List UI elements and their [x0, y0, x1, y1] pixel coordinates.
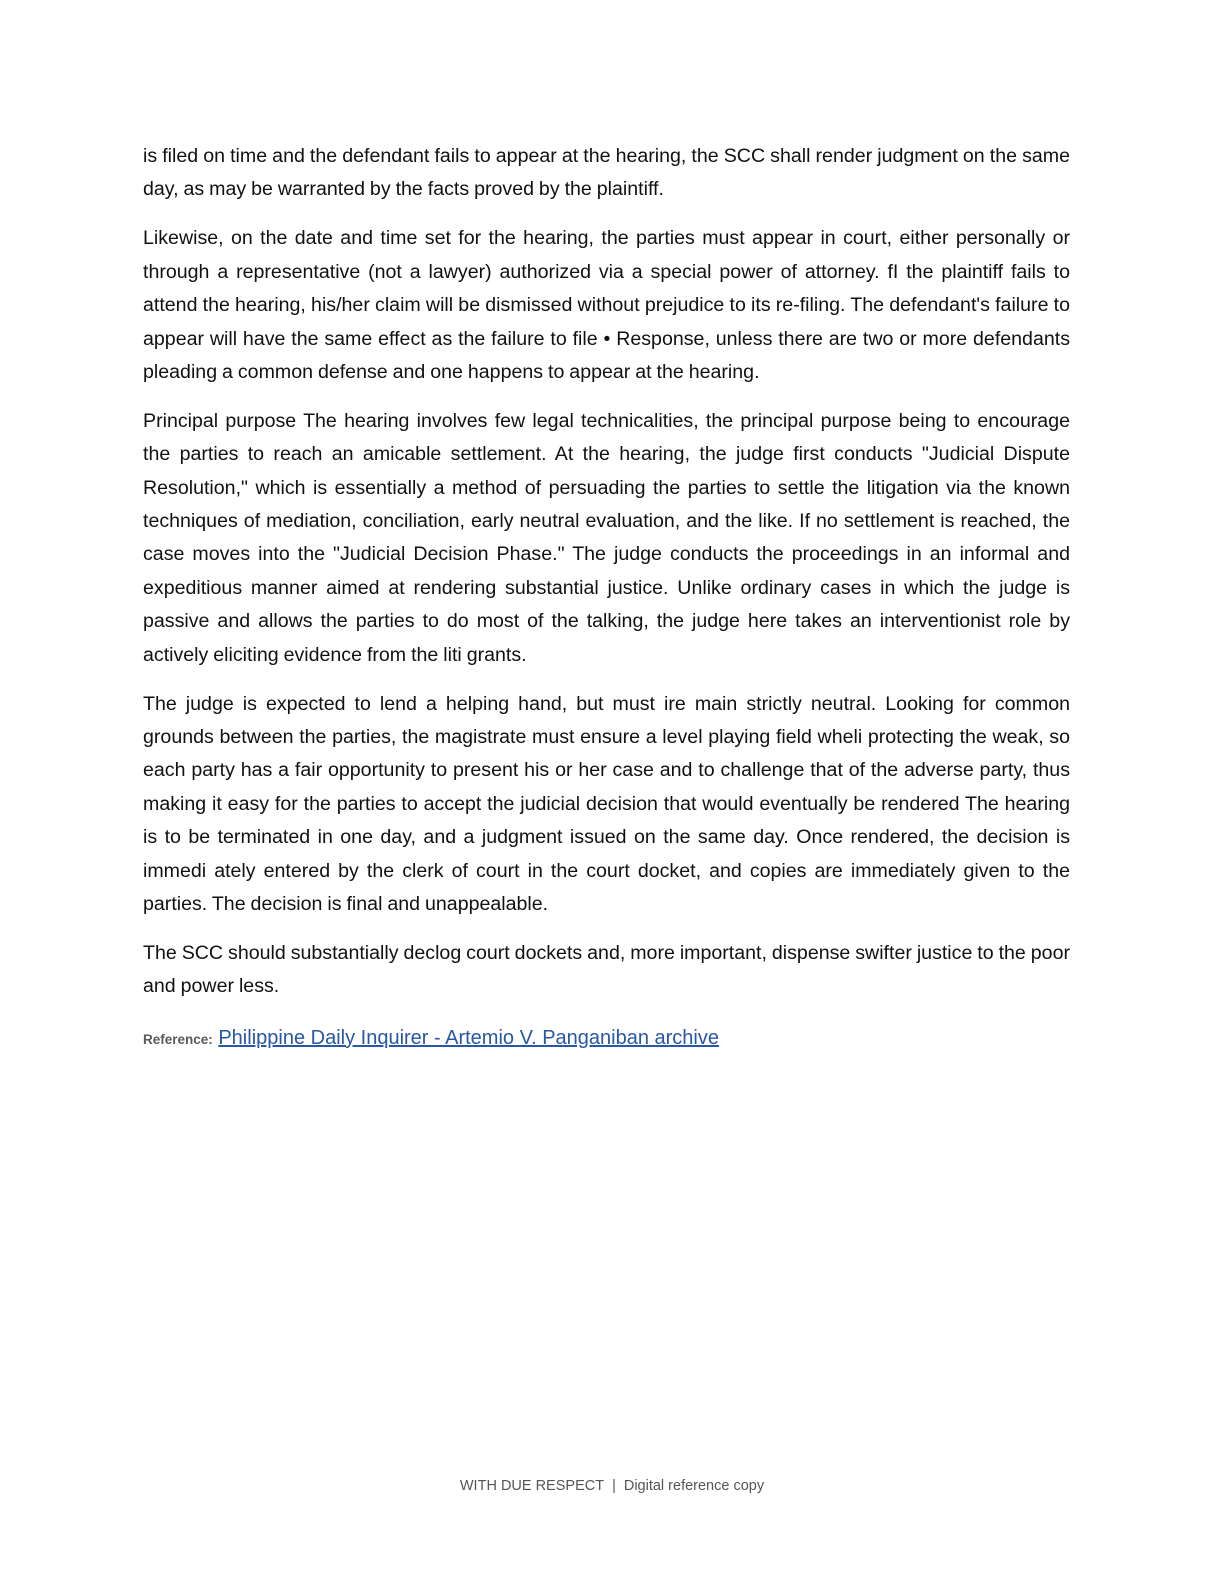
paragraph-1: is filed on time and the defendant fails to appear at the hearing, the SCC shall render judgment on the same day, as may be warranted by the facts proved by the plaintiff. — [143, 145, 1070, 201]
reference-line — [143, 1024, 1070, 1054]
footer-title: WITH DUE RESPECT — [459, 1478, 605, 1494]
paragraph-5: The SCC should substantially declog court dockets and, more important, dispense swifter justice to the poor and power less. — [143, 941, 1070, 998]
paragraph-3: Principal purpose The hearing involves few legal technicalities, the principal purpose being to encourage the parties to reach an amicable settlement. At the hearing, the judge first conducts "Judicial Dispute Resolution," which is essentially a method of persuading the parties to settle the litigation via the known techniques of mediation, conciliation, early neutral evaluation, and the like. If no settlement is reached, the case moves into the "Judicial Decision Phase." The judge conducts the proceedings in an informal and expeditious manner aimed at rendering substantial justice. Unlike ordinary cases in which the judge is passive and allows the parties to do most of the talking, the judge here takes an interventionist role by actively eliciting evidence from the liti grants. — [143, 409, 1070, 666]
reference-link[interactable]: Philippine Daily Inquirer - Artemio V. Panganiban archive — [218, 1026, 719, 1049]
paragraph-4: The judge is expected to lend a helping hand, but must ire main strictly neutral. Looking for common grounds between the parties, the magistrate must ensure a level playing field wheli protecting the weak, so each party has a fair opportunity to present his or her case and to challenge that of the adverse party, thus making it easy for the parties to accept the judicial decision that would eventually be rendered The hearing is to be terminated in one day, and a judgment issued on the same day. Once rendered, the decision is immedi ately entered by the clerk of court in the court docket, and copies are immediately given to the parties. The decision is final and unappealable. — [143, 692, 1070, 916]
paragraph-2: Likewise, on the date and time set for the hearing, the parties must appear in court, either personally or through a representative (not a lawyer) authorized via a special power of attorney. fI the plaintiff fails to attend the hearing, his/her claim will be dismissed without prejudice to its re-filing. The defendant's failure to appear will have the same effect as the failure to file • Response, unless there are two or more defendants pleading a common defense and one happens to appear at the hearing. — [143, 227, 1070, 383]
footer-separator: | — [612, 1478, 616, 1494]
page-footer — [0, 1478, 1224, 1494]
reference-label: Reference: — [143, 1031, 213, 1047]
document-body — [143, 140, 1070, 1054]
footer-subtitle: Digital reference copy — [623, 1478, 765, 1494]
